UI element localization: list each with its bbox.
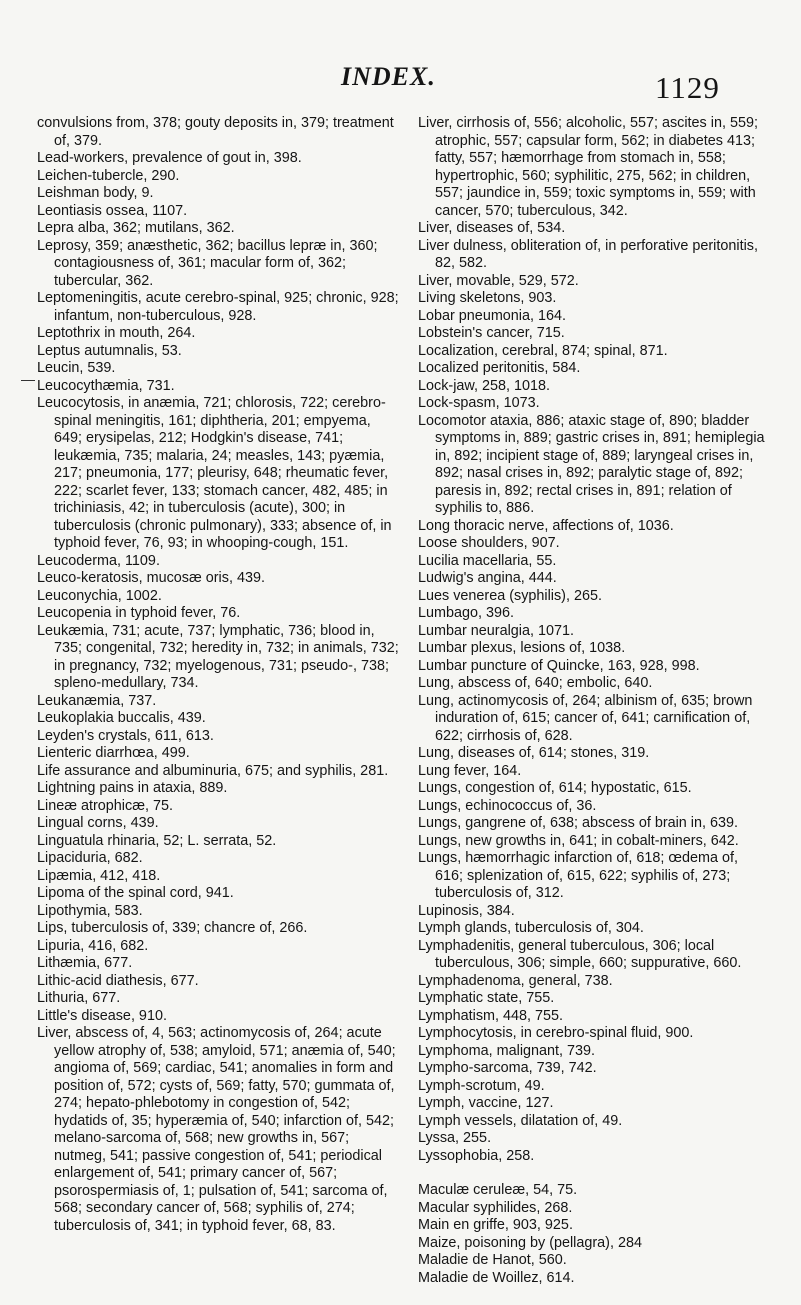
index-entry: Lumbar neuralgia, 1071.	[418, 622, 575, 639]
index-entry: Ludwig's angina, 444.	[418, 570, 557, 586]
index-entry: Little's disease, 910.	[37, 1007, 167, 1024]
index-entry: Leukanæmia, 737.	[37, 692, 157, 709]
index-entry: Long thoracic nerve, affections of, 1036.	[418, 517, 674, 534]
index-entry: Lepra alba, 362; mutilans, 362.	[37, 220, 235, 236]
index-entry: Lungs, congestion of, 614; hypostatic, 615.	[418, 780, 692, 796]
index-entry: Leucocythæmia, 731.	[37, 377, 175, 394]
index-entry: Lymph vessels, dilatation of, 49.	[418, 1112, 623, 1129]
page-header	[0, 62, 801, 105]
index-entry: Liver, diseases of, 534.	[418, 220, 566, 236]
index-entry: Leptus autumnalis, 53.	[37, 342, 182, 359]
index-entry: Lung, abscess of, 640; embolic, 640.	[418, 675, 653, 691]
index-entry: Lock-spasm, 1073.	[418, 395, 540, 411]
index-entry: Lienteric diarrhœa, 499.	[37, 745, 190, 761]
index-entry: Liver, movable, 529, 572.	[418, 272, 579, 289]
index-entry: Lymphocytosis, in cerebro-spinal fluid, 900.	[418, 1025, 694, 1041]
index-entry: Lupinosis, 384.	[418, 902, 515, 919]
index-entry: Maculæ ceruleæ, 54, 75.	[418, 1182, 578, 1198]
index-entry: Maladie de Hanot, 560.	[418, 1252, 567, 1268]
index-entry: Macular syphilides, 268.	[418, 1199, 573, 1216]
index-entry: Lobar pneumonia, 164.	[418, 307, 567, 324]
index-entry: Lumbar plexus, lesions of, 1038.	[418, 640, 626, 656]
index-entry: Lymph-scrotum, 49.	[418, 1077, 545, 1094]
index-entry: Leyden's crystals, 611, 613.	[37, 727, 214, 744]
index-entry: Lithuria, 677.	[37, 990, 121, 1006]
index-entry: Lucilia macellaria, 55.	[418, 552, 557, 569]
index-entry: Lyssophobia, 258.	[418, 1147, 535, 1164]
index-entry: Lipuria, 416, 682.	[37, 937, 149, 954]
index-entry: Lineæ atrophicæ, 75.	[37, 797, 173, 814]
index-entry: Lithic-acid diathesis, 677.	[37, 972, 199, 989]
index-entry: Locomotor ataxia, 886; ataxic stage of, 890; bladder symptoms in, 889; gastric crises in, 891; hemiplegia in, 892; incipient stage of, 889; laryngeal crises in, 892; nasal crises in, 892; paralytic stage of, 892; paresis in, 892; rectal crises in, 891; relation of syphilis to, 886.	[418, 412, 765, 516]
index-entry: Leuco-keratosis, mucosæ oris, 439.	[37, 570, 265, 586]
index-entry: Leptothrix in mouth, 264.	[37, 325, 196, 341]
index-entry: Lung, actinomycosis of, 264; albinism of, 635; brown induration of, 615; cancer of, 641; carnification of, 622; cirrhosis of, 628.	[418, 692, 753, 744]
index-entry: Leukæmia, 731; acute, 737; lymphatic, 736; blood in, 735; congenital, 732; heredity in, 732; in animals, 732; in pregnancy, 732; myelogenous, 731; pseudo-, 738; spleno-medullary, 734.	[37, 622, 399, 691]
index-entry: Lips, tuberculosis of, 339; chancre of, 266.	[37, 920, 308, 936]
index-entry: Loose shoulders, 907.	[418, 535, 560, 551]
index-entry: Leptomeningitis, acute cerebro-spinal, 925; chronic, 928; infantum, non-tuberculous, 928.	[37, 290, 399, 324]
index-entry: Lymphadenoma, general, 738.	[418, 972, 613, 989]
index-entry: Lymphatism, 448, 755.	[418, 1007, 564, 1024]
index-entry: Leichen-tubercle, 290.	[37, 167, 180, 184]
index-entry: Lymphadenitis, general tuberculous, 306; local tuberculous, 306; simple, 660; suppurative, 660.	[418, 937, 742, 971]
index-entry: Lung fever, 164.	[418, 762, 522, 779]
page-number: 1129	[655, 70, 720, 105]
index-entry: Leukoplakia buccalis, 439.	[37, 710, 206, 726]
page-title: INDEX.	[341, 62, 436, 91]
index-entry: Localization, cerebral, 874; spinal, 871.	[418, 342, 668, 359]
index-entry: Lues venerea (syphilis), 265.	[418, 587, 602, 604]
index-entry: Lympho-sarcoma, 739, 742.	[418, 1060, 597, 1076]
index-entry: Lumbago, 396.	[418, 605, 515, 621]
index-entry: Lungs, hæmorrhagic infarction of, 618; œdema of, 616; splenization of, 615, 622; syphilis of, 273; tuberculosis of, 312.	[418, 850, 738, 901]
index-entry: convulsions from, 378; gouty deposits in, 379; treatment of, 379.	[37, 115, 394, 149]
index-entry: Lungs, new growths in, 641; in cobalt-miners, 642.	[418, 832, 739, 849]
index-entry: Leucin, 539.	[37, 360, 116, 376]
index-entry: Lead-workers, prevalence of gout in, 398.	[37, 150, 302, 166]
index-entry: Lymph glands, tuberculosis of, 304.	[418, 920, 644, 936]
index-entry: Leishman body, 9.	[37, 185, 154, 201]
index-entry: Lipothymia, 583.	[37, 902, 143, 919]
index-entry: Liver, abscess of, 4, 563; actinomycosis of, 264; acute yellow atrophy of, 538; amyloid, 571; anæmia of, 540; angioma of, 569; cardiac, 541; anomalies in form and position of, 572; cysts of, 569; fatty, 570; gummata of, 274; hepato-phlebotomy in congestion of, 542; hydatids of, 35; hyperæmia of, 540; infarction of, 542; melano-sarcoma of, 568; new growths in, 567; nutmeg, 541; passive congestion of, 541; periodical enlargement of, 541; primary cancer of, 567; psorospermiasis of, 1; pulsation of, 541; sarcoma of, 568; secondary cancer of, 568; syphilis of, 274; tuberculosis of, 341; in typhoid fever, 68, 83.	[37, 1025, 396, 1234]
left-column	[37, 115, 399, 1235]
index-entry: Lymphoma, malignant, 739.	[418, 1042, 596, 1059]
index-entry: Life assurance and albuminuria, 675; and syphilis, 281.	[37, 762, 389, 779]
index-entry: Lithæmia, 677.	[37, 955, 133, 971]
index-entry: Linguatula rhinaria, 52; L. serrata, 52.	[37, 832, 277, 849]
index-entry: Lyssa, 255.	[418, 1130, 492, 1146]
index-entry: Main en griffe, 903, 925.	[418, 1217, 573, 1233]
index-entry: Leprosy, 359; anæsthetic, 362; bacillus lepræ in, 360; contagiousness of, 361; macular form of, 362; tubercular, 362.	[37, 237, 378, 289]
index-entry: Lungs, gangrene of, 638; abscess of brain in, 639.	[418, 815, 739, 831]
index-entry: Lumbar puncture of Quincke, 163, 928, 998.	[418, 657, 700, 674]
index-entry: Lobstein's cancer, 715.	[418, 325, 565, 341]
index-entry: Lock-jaw, 258, 1018.	[418, 377, 551, 394]
index-entry: Leontiasis ossea, 1107.	[37, 202, 188, 219]
index-entry: Maladie de Woillez, 614.	[418, 1269, 575, 1286]
index-entry: Leucopenia in typhoid fever, 76.	[37, 605, 241, 621]
index-entry: Leuconychia, 1002.	[37, 587, 162, 604]
index-entry: Lymphatic state, 755.	[418, 990, 555, 1006]
index-entry: Lightning pains in ataxia, 889.	[37, 780, 228, 796]
index-entry: Liver, cirrhosis of, 556; alcoholic, 557; ascites in, 559; atrophic, 557; capsular form, 562; in diabetes 413; fatty, 557; hæmorrhage from stomach in, 558; hypertrophic, 560; syphilitic, 275, 562; in children, 557; jaundice in, 559; toxic symptoms in, 559; with cancer, 570; tuberculous, 342.	[418, 115, 758, 219]
index-entry: Lymph, vaccine, 127.	[418, 1095, 554, 1111]
index-entry: Lipæmia, 412, 418.	[37, 867, 161, 884]
margin-mark	[21, 380, 35, 381]
index-entry: Liver dulness, obliteration of, in perforative peritonitis, 82, 582.	[418, 237, 758, 271]
index-entry: Living skeletons, 903.	[418, 290, 557, 306]
index-entry: Lingual corns, 439.	[37, 815, 159, 831]
index-entry: Leucocytosis, in anæmia, 721; chlorosis, 722; cerebro-spinal meningitis, 161; diphtheria, 201; empyema, 649; erysipelas, 212; Hodgkin's disease, 741; leukæmia, 735; malaria, 24; measles, 143; pyæmia, 217; pneumonia, 177; pleurisy, 648; rheumatic fever, 222; scarlet fever, 133; stomach cancer, 482, 485; in trichiniasis, 42; in tuberculosis (acute), 300; in tuberculosis (chronic pulmonary), 333; absence of, in typhoid fever, 76, 93; in whooping-cough, 151.	[37, 395, 392, 551]
index-entry: Lipaciduria, 682.	[37, 850, 143, 866]
index-entry: Lungs, echinococcus of, 36.	[418, 797, 597, 814]
index-entry: Localized peritonitis, 584.	[418, 360, 581, 376]
index-entry: Lipoma of the spinal cord, 941.	[37, 885, 234, 901]
right-column	[418, 115, 768, 1287]
index-entry: Maize, poisoning by (pellagra), 284	[418, 1234, 642, 1251]
index-entry: Lung, diseases of, 614; stones, 319.	[418, 745, 650, 761]
index-entry: Leucoderma, 1109.	[37, 552, 160, 569]
